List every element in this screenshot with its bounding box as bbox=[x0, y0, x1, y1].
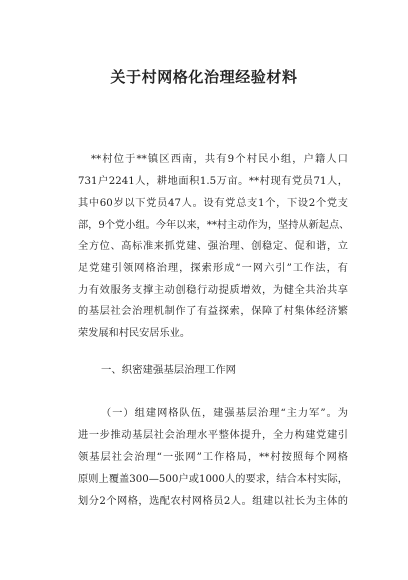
intro-line-9: 荣发展和村民安居乐业。 bbox=[78, 328, 191, 339]
intro-line-1: **村位于**镇区西南，共有9个村民小组，户籍人口 bbox=[91, 154, 348, 165]
section-line-3: 领基层社会治理“一张网”工作格局，**村按照每个网格 bbox=[78, 452, 348, 463]
intro-line-8: 的基层社会治理机制作了有益探索，保障了村集体经济繁 bbox=[78, 306, 348, 317]
section-heading: 一、织密建强基层治理工作网 bbox=[101, 364, 237, 376]
section-line-5: 划分2个网格，选配农村网格员2人。组建以社长为主体的 bbox=[78, 496, 348, 507]
intro-line-7: 力有效服务支撑主动创稳行动提质增效，为健全共治共享 bbox=[78, 285, 348, 296]
section-line-1: （一）组建网格队伍，建强基层治理“主力军”。为 bbox=[101, 408, 348, 419]
section-line-2: 进一步推动基层社会治理水平整体提升，全力构建党建引 bbox=[78, 430, 348, 441]
intro-line-6: 足党建引领网格治理，探索形成“一网六引”工作法，有 bbox=[78, 263, 348, 274]
intro-line-4: 部，9个党小组。今年以来，**村主动作为，坚持从新起点、 bbox=[78, 220, 350, 231]
intro-line-3: 其中60岁以下党员47人。设有党总支1个，下设2个党支 bbox=[78, 198, 348, 209]
section-line-4: 原则上覆盖300—500户或1000人的要求，结合本村实际， bbox=[78, 474, 348, 485]
document-title: 关于村网格化治理经验材料 bbox=[110, 68, 298, 86]
intro-line-2: 731户2241人，耕地面积1.5万亩。**村现有党员71人， bbox=[78, 176, 348, 187]
intro-line-5: 全方位、高标准来抓党建、强治理、创稳定、促和谐，立 bbox=[78, 241, 348, 252]
